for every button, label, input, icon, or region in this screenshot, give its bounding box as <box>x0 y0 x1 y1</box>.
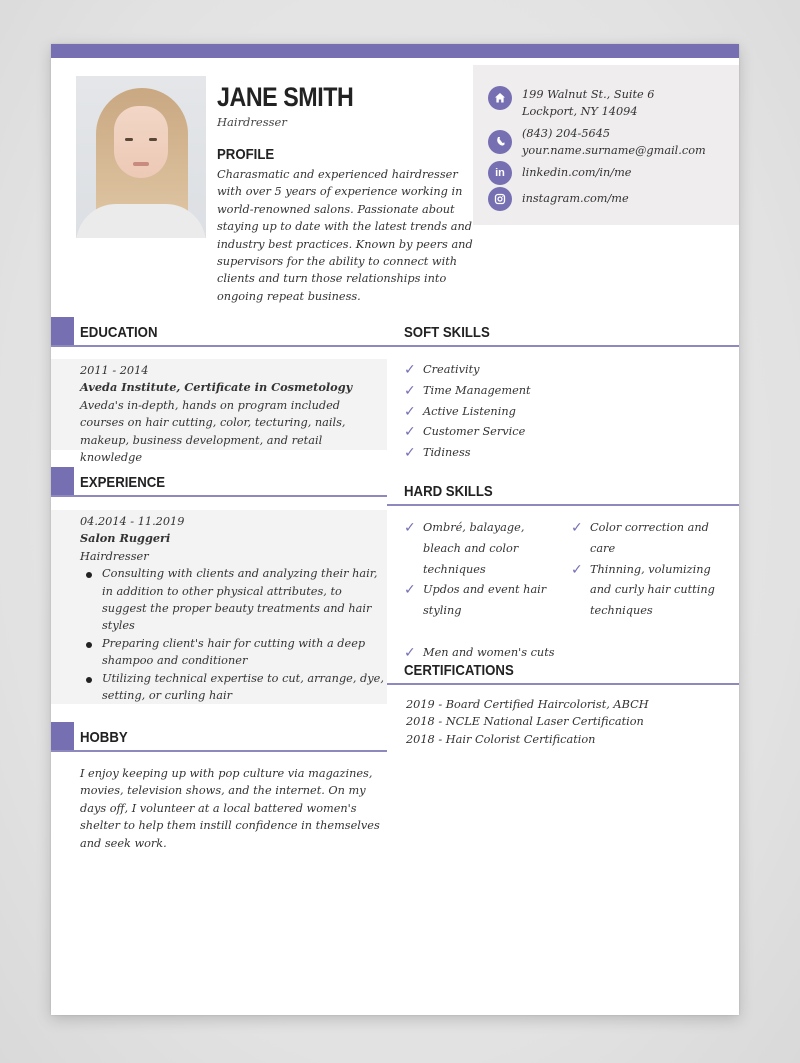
resume-page <box>51 44 739 1015</box>
profile-photo <box>76 76 206 238</box>
section-divider <box>387 345 739 347</box>
section-divider <box>387 683 739 685</box>
education-school: Aveda Institute, Certificate in Cosmetology <box>80 380 353 395</box>
section-divider <box>51 495 387 497</box>
hard-skills-col-1 <box>404 518 564 664</box>
accent-top-bar <box>51 44 739 58</box>
contact-address <box>488 86 655 121</box>
certification-item: 2018 - Hair Colorist Certification <box>406 732 596 746</box>
hard-skill-item: ✓ Thinning, volumizing and curly hair cutting techniques <box>571 561 715 618</box>
phone-number[interactable]: (843) 204-5645 <box>522 127 611 140</box>
experience-company: Salon Ruggeri <box>80 531 171 546</box>
soft-skill-item: ✓ Time Management <box>404 381 724 402</box>
experience-dates: 04.2014 - 11.2019 <box>80 515 185 528</box>
home-icon <box>488 86 512 110</box>
experience-bullet: Preparing client's hair for cutting with a deep shampoo and conditioner <box>80 635 384 670</box>
education-header <box>51 317 387 347</box>
soft-skills-title: SOFT SKILLS <box>404 324 490 341</box>
soft-skills-list <box>404 360 724 464</box>
linkedin-link[interactable]: linkedin.com/in/me <box>522 166 632 179</box>
soft-skill-item: ✓ Active Listening <box>404 402 724 423</box>
education-entry <box>51 359 387 465</box>
education-description: Aveda's in-depth, hands on program included courses on hair cutting, color, tecturing, nails, makeup, business development, and retail knowledge <box>80 398 346 465</box>
certification-item: 2018 - NCLE National Laser Certification <box>406 715 644 729</box>
soft-skills-header <box>387 317 739 347</box>
check-icon: ✓ <box>571 561 583 578</box>
contact-phone-email <box>488 125 706 160</box>
address-line-2: Lockport, NY 14094 <box>522 105 638 119</box>
contact-linkedin <box>488 161 631 185</box>
hard-skill-item: ✓ Ombré, balayage, bleach and color techniques <box>404 520 525 576</box>
hobby-header <box>51 722 387 752</box>
email-address[interactable]: your.name.surname@gmail.com <box>522 144 706 158</box>
check-icon: ✓ <box>571 520 583 536</box>
profile-summary: Charasmatic and experienced hairdresser with over 5 years of experience working in world-renowned salons. Passionate about staying up to date with the latest trends and industry best practices. Known by peers and supervisors for the ability to connect with clients and turn those relationships into ongoing repeat business. <box>217 168 473 303</box>
education-title: EDUCATION <box>80 324 158 341</box>
check-icon: ✓ <box>404 582 416 599</box>
check-icon: ✓ <box>404 362 416 378</box>
job-title: Hairdresser <box>217 115 287 129</box>
candidate-name: JANE SMITH <box>217 82 354 112</box>
linkedin-icon: in <box>488 161 512 185</box>
experience-bullet: Consulting with clients and analyzing their hair, in addition to other physical attributes, to suggest the proper beauty treatments and hair styles <box>80 565 384 635</box>
check-icon: ✓ <box>404 520 416 536</box>
certifications-header <box>387 655 739 685</box>
check-icon: ✓ <box>404 644 416 661</box>
soft-skill-item: ✓ Tidiness <box>404 443 724 464</box>
hobby-title: HOBBY <box>80 729 128 746</box>
hard-skill-item: ✓ Men and women's cuts <box>404 643 564 664</box>
education-dates: 2011 - 2014 <box>80 364 149 377</box>
profile-heading: PROFILE <box>217 146 275 163</box>
address-line-1: 199 Walnut St., Suite 6 <box>522 88 655 101</box>
experience-entry <box>51 510 387 704</box>
check-icon: ✓ <box>404 403 416 420</box>
check-icon: ✓ <box>404 424 416 441</box>
hard-skills-header <box>387 476 739 506</box>
section-divider <box>51 345 387 347</box>
phone-icon <box>488 130 512 154</box>
section-marker <box>51 467 74 497</box>
section-divider <box>51 750 387 752</box>
experience-bullets <box>80 565 384 704</box>
instagram-icon <box>488 187 512 211</box>
hard-skills-col-2 <box>571 518 721 622</box>
check-icon: ✓ <box>404 382 416 399</box>
experience-bullet: Utilizing technical expertise to cut, arrange, dye, setting, or curling hair <box>80 670 384 705</box>
experience-role: Hairdresser <box>80 549 149 563</box>
check-icon: ✓ <box>404 445 416 462</box>
section-marker <box>51 317 74 347</box>
section-marker <box>51 722 74 752</box>
soft-skill-item: ✓ Creativity <box>404 360 724 381</box>
experience-title: EXPERIENCE <box>80 474 166 491</box>
contact-instagram <box>488 187 629 211</box>
section-divider <box>387 504 739 506</box>
certifications-list <box>406 696 726 748</box>
soft-skill-item: ✓ Customer Service <box>404 422 724 443</box>
hobby-text: I enjoy keeping up with pop culture via magazines, movies, television shows, and the internet. On my days off, I volunteer at a local battered women's shelter to help them instill confidence in themselves and seek work. <box>80 767 380 850</box>
hard-skills-title: HARD SKILLS <box>404 483 493 500</box>
certification-item: 2019 - Board Certified Haircolorist, ABCH <box>406 698 649 711</box>
certifications-title: CERTIFICATIONS <box>404 662 514 679</box>
hard-skill-item: ✓ Updos and event hair styling <box>404 582 547 618</box>
experience-header <box>51 467 387 497</box>
hard-skill-item: ✓ Color correction and care <box>571 520 709 555</box>
contact-box <box>473 65 739 225</box>
instagram-link[interactable]: instagram.com/me <box>522 192 629 205</box>
